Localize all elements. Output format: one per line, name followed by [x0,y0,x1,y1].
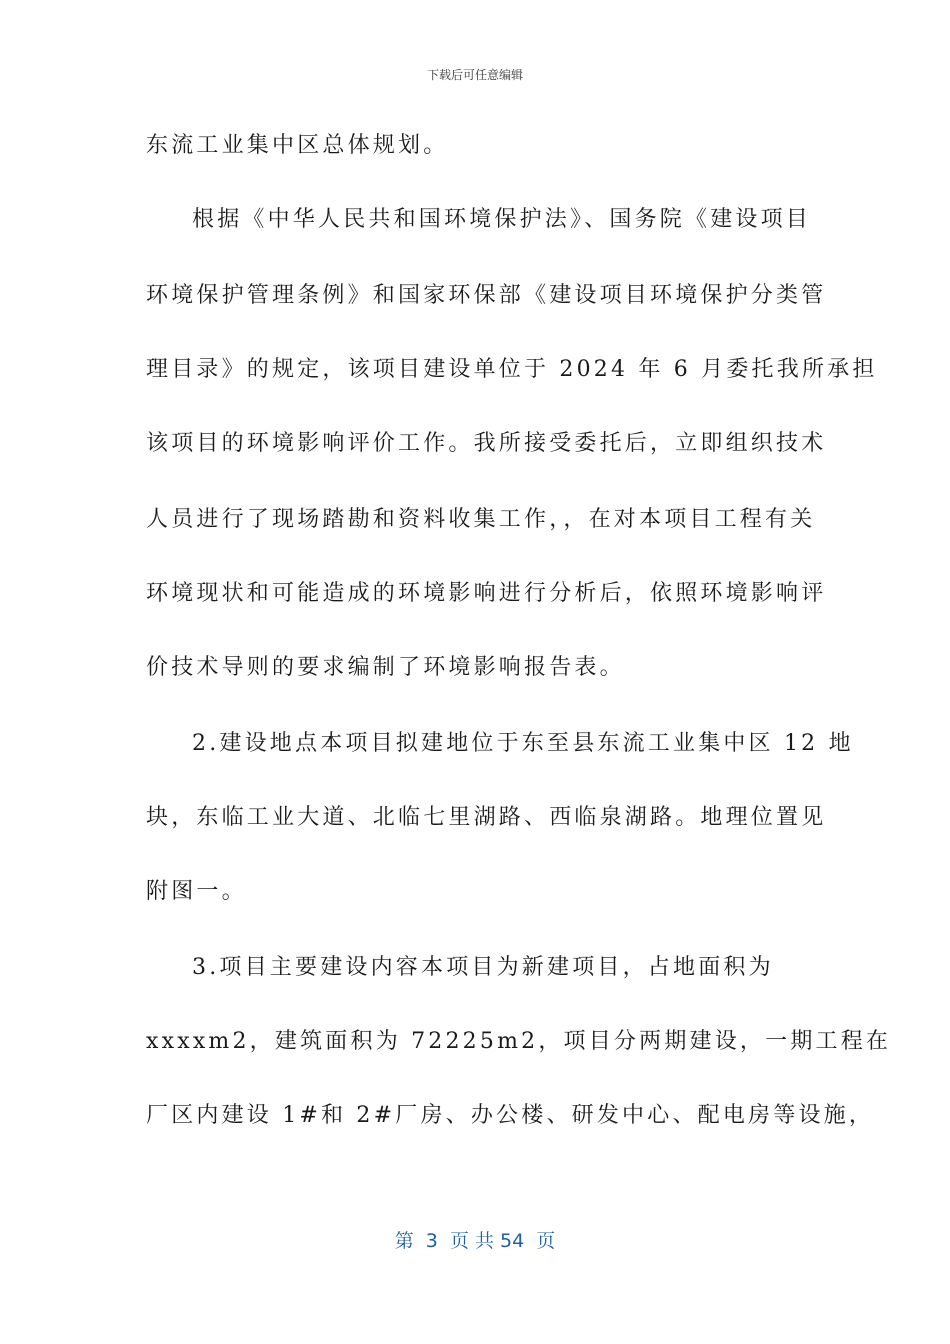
text-line: 环境保护管理条例》和国家环保部《建设项目环境保护分类管 [146,283,827,308]
text-line: 3.项目主要建设内容本项目为新建项目，占地面积为 [192,955,774,980]
text-line: 东流工业集中区总体规划。 [146,133,449,158]
page-number-footer: 第 3 页 共 54 页 [394,1230,556,1252]
text-line: 根据《中华人民共和国环境保护法》、国务院《建设项目 [192,207,812,232]
text-line: 理目录》的规定，该项目建设单位于 2024 年 6 月委托我所承担 [146,357,878,382]
text-line: 2.建设地点本项目拟建地位于东至县东流工业集中区 12 地 [192,731,854,756]
text-line: 附图一。 [146,879,247,904]
text-line: 该项目的环境影响评价工作。我所接受委托后，立即组织技术 [146,431,827,456]
text-line: 环境现状和可能造成的环境影响进行分析后，依照环境影响评 [146,581,827,606]
text-line: 厂区内建设 1#和 2#厂房、办公楼、研发中心、配电房等设施， [146,1103,875,1128]
text-line: 块，东临工业大道、北临七里湖路、西临泉湖路。地理位置见 [146,805,827,830]
text-line: 人员进行了现场踏勘和资料收集工作，，在对本项目工程有关 [146,507,816,532]
page-header: 下载后可任意编辑 [426,68,523,82]
text-line: 价技术导则的要求编制了环境影响报告表。 [146,655,625,680]
text-line: xxxxm2，建筑面积为 72225m2，项目分两期建设，一期工程在 [146,1029,892,1054]
